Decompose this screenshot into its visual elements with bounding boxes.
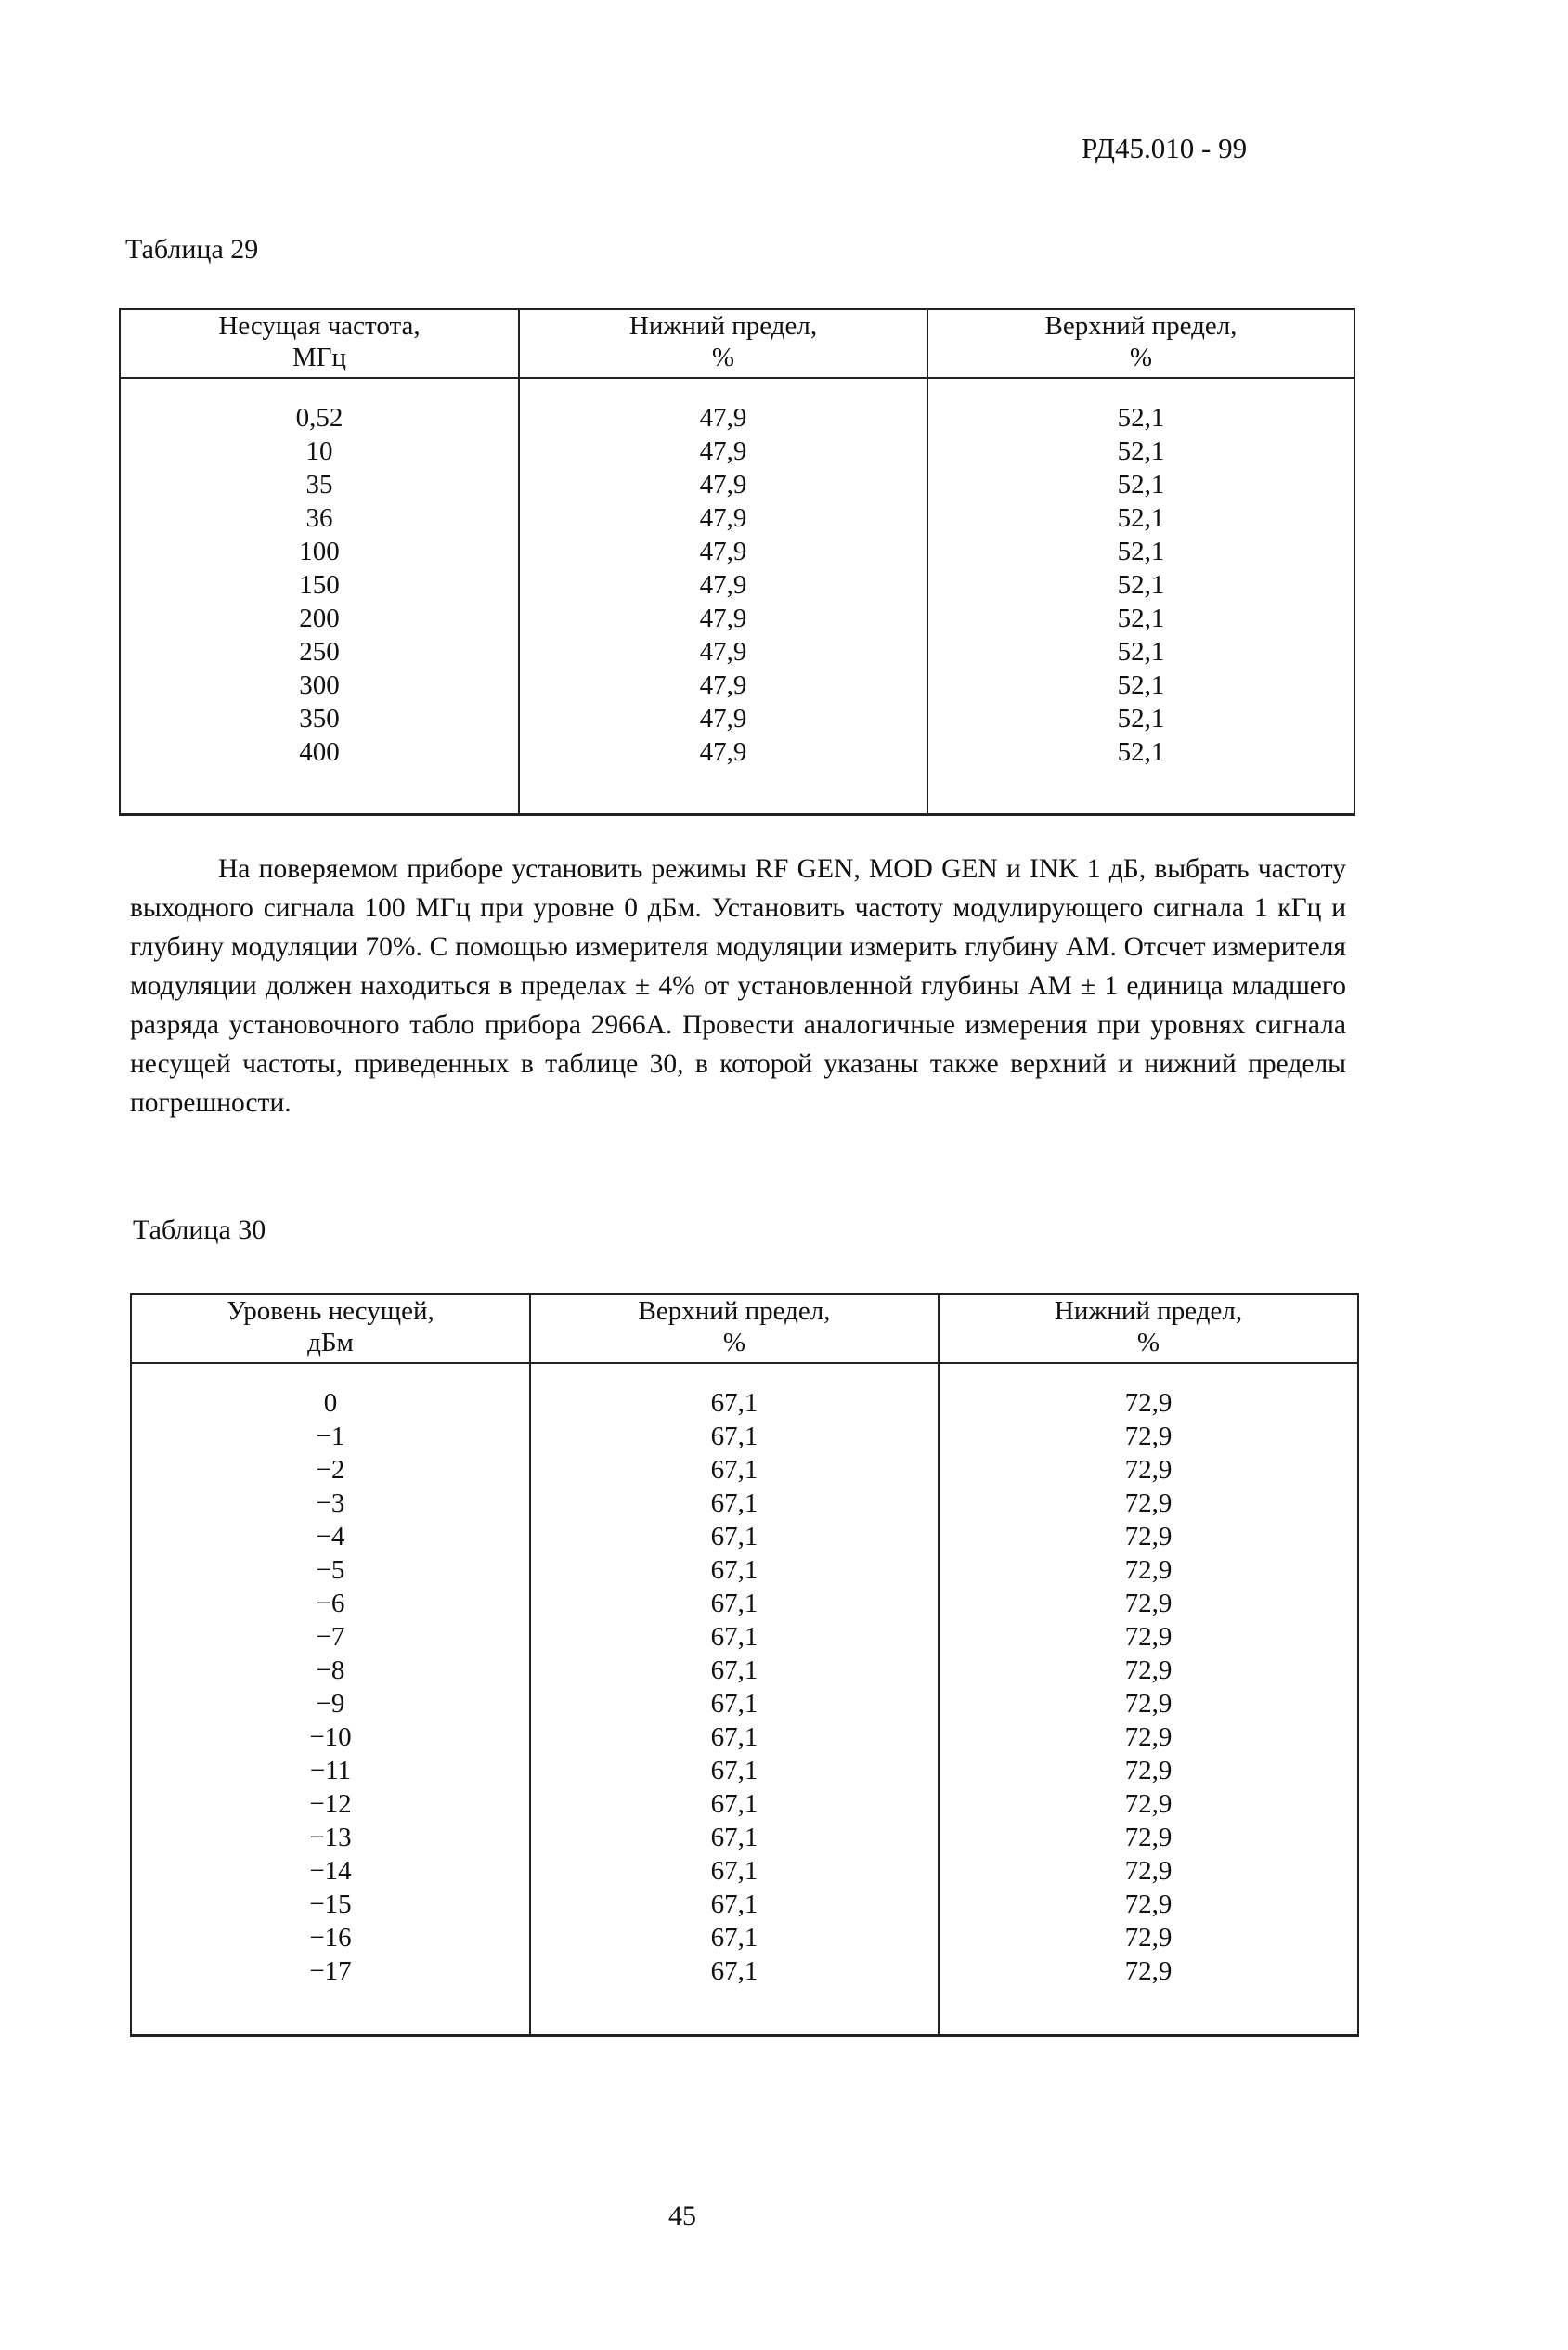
table-row [120, 669, 1354, 702]
col-header-lower-limit: Нижний предел, % [519, 309, 927, 378]
table-row [131, 1553, 1358, 1587]
table-cell: 67,1 [530, 1620, 939, 1654]
table-cell: 52,1 [927, 568, 1354, 602]
table-cell: 72,9 [939, 1553, 1358, 1587]
table-cell: 47,9 [519, 702, 927, 735]
table-cell: −9 [131, 1687, 530, 1720]
table-row [120, 568, 1354, 602]
table-cell: 52,1 [927, 435, 1354, 468]
table-cell: −2 [131, 1453, 530, 1487]
table-cell: 47,9 [519, 735, 927, 769]
table-cell: 47,9 [519, 669, 927, 702]
table-29-caption: Таблица 29 [125, 234, 259, 265]
table-row [131, 1787, 1358, 1821]
table-cell: 47,9 [519, 568, 927, 602]
table-cell: 72,9 [939, 1654, 1358, 1687]
table-cell: 52,1 [927, 735, 1354, 769]
page-number: 45 [668, 2201, 696, 2231]
table-row [131, 1453, 1358, 1487]
table-cell: 72,9 [939, 1620, 1358, 1654]
table-row [131, 1921, 1358, 1954]
table-cell: −7 [131, 1620, 530, 1654]
table-row [120, 501, 1354, 535]
table-row [131, 1954, 1358, 1988]
table-cell: 67,1 [530, 1553, 939, 1587]
spacer-cell [927, 378, 1354, 401]
table-cell: 200 [120, 602, 519, 635]
table-row [120, 735, 1354, 769]
table-cell: −10 [131, 1720, 530, 1754]
table-cell: 72,9 [939, 1520, 1358, 1553]
table-cell: 72,9 [939, 1754, 1358, 1787]
table-cell: 72,9 [939, 1420, 1358, 1453]
table-row [131, 1720, 1358, 1754]
table-cell: 72,9 [939, 1821, 1358, 1854]
table-cell: 52,1 [927, 669, 1354, 702]
table-cell: 72,9 [939, 1386, 1358, 1420]
table-cell: 100 [120, 535, 519, 568]
table-row [131, 1487, 1358, 1520]
table-row [131, 1821, 1358, 1854]
table-row [131, 1854, 1358, 1888]
table-cell: −3 [131, 1487, 530, 1520]
table-cell: −14 [131, 1854, 530, 1888]
table-cell: 72,9 [939, 1720, 1358, 1754]
col-header-upper-limit: Верхний предел, % [927, 309, 1354, 378]
table-cell: −4 [131, 1520, 530, 1553]
col-header-carrier-level: Уровень несущей, дБм [131, 1294, 530, 1363]
table-row [120, 602, 1354, 635]
table-row [120, 635, 1354, 669]
table-row [131, 1620, 1358, 1654]
table-cell: 36 [120, 501, 519, 535]
table-row [120, 468, 1354, 501]
table-row [131, 1754, 1358, 1787]
spacer-cell [530, 1988, 939, 2036]
table-cell: −15 [131, 1888, 530, 1921]
table-cell: 67,1 [530, 1888, 939, 1921]
table-cell: 67,1 [530, 1787, 939, 1821]
spacer-cell [927, 769, 1354, 815]
table-cell: 52,1 [927, 468, 1354, 501]
table-row [120, 401, 1354, 435]
table-cell: 67,1 [530, 1687, 939, 1720]
col-header-upper-limit: Верхний предел, % [530, 1294, 939, 1363]
table-cell: 72,9 [939, 1487, 1358, 1520]
table-cell: −5 [131, 1553, 530, 1587]
table-cell: 67,1 [530, 1520, 939, 1553]
table-cell: 47,9 [519, 501, 927, 535]
table-row [131, 1888, 1358, 1921]
table-cell: 52,1 [927, 535, 1354, 568]
table-cell: −12 [131, 1787, 530, 1821]
spacer-cell [939, 1988, 1358, 2036]
table-cell: −1 [131, 1420, 530, 1453]
table-cell: 67,1 [530, 1921, 939, 1954]
table-row [131, 1654, 1358, 1687]
table-cell: 35 [120, 468, 519, 501]
table-cell: 52,1 [927, 702, 1354, 735]
table-cell: 350 [120, 702, 519, 735]
table-cell: 52,1 [927, 501, 1354, 535]
table-cell: 72,9 [939, 1453, 1358, 1487]
table-cell: −11 [131, 1754, 530, 1787]
table-cell: 72,9 [939, 1921, 1358, 1954]
table-cell: −17 [131, 1954, 530, 1988]
table-cell: 52,1 [927, 401, 1354, 435]
table-cell: 67,1 [530, 1453, 939, 1487]
table-cell: 47,9 [519, 435, 927, 468]
col-header-lower-limit: Нижний предел, % [939, 1294, 1358, 1363]
table-cell: 67,1 [530, 1487, 939, 1520]
table-30-caption: Таблица 30 [133, 1214, 266, 1245]
table-cell: 72,9 [939, 1587, 1358, 1620]
spacer-cell [519, 378, 927, 401]
table-row [131, 1520, 1358, 1553]
table-cell: 72,9 [939, 1687, 1358, 1720]
table-cell: 300 [120, 669, 519, 702]
table-cell: 67,1 [530, 1754, 939, 1787]
spacer-cell [131, 1988, 530, 2036]
table-cell: −6 [131, 1587, 530, 1620]
table-cell: 67,1 [530, 1654, 939, 1687]
table-row [131, 1687, 1358, 1720]
spacer-cell [939, 1363, 1358, 1386]
table-cell: 47,9 [519, 602, 927, 635]
table-row [120, 435, 1354, 468]
table-cell: 47,9 [519, 468, 927, 501]
table-row [120, 702, 1354, 735]
document-code: РД45.010 - 99 [1082, 132, 1248, 164]
table-row [131, 1420, 1358, 1453]
table-cell: 10 [120, 435, 519, 468]
instruction-paragraph: На поверяемом приборе установить режимы RF GEN, MOD GEN и INK 1 дБ, выбрать частоту выходного сигнала 100 МГц при уровне 0 дБм. Установить частоту модулирующего сигнала 1 кГц и глубину модуляции 70%. С помощью измерителя модуляции измерить глубину АМ. Отсчет измерителя модуляции должен находиться в пределах ± 4% от установленной глубины АМ ± 1 единица младшего разряда установочного табло прибора 2966А. Провести аналогичные измерения при уровнях сигнала несущей частоты, приведенных в таблице 30, в которой указаны также верхний и нижний пределы погрешности. [130, 854, 1346, 1118]
table-cell: 72,9 [939, 1954, 1358, 1988]
table-row [120, 535, 1354, 568]
table-cell: 150 [120, 568, 519, 602]
spacer-cell [519, 769, 927, 815]
table-row [131, 1587, 1358, 1620]
table-cell: 67,1 [530, 1587, 939, 1620]
table-cell: −8 [131, 1654, 530, 1687]
table-cell: 67,1 [530, 1854, 939, 1888]
table-cell: 52,1 [927, 602, 1354, 635]
spacer-cell [120, 378, 519, 401]
spacer-cell [530, 1363, 939, 1386]
table-cell: 67,1 [530, 1954, 939, 1988]
table-cell: 67,1 [530, 1420, 939, 1453]
table-30 [130, 1293, 1359, 2037]
table-cell: 72,9 [939, 1854, 1358, 1888]
table-cell: 72,9 [939, 1787, 1358, 1821]
table-cell: 67,1 [530, 1720, 939, 1754]
table-cell: 0 [131, 1386, 530, 1420]
table-cell: 47,9 [519, 635, 927, 669]
table-cell: 250 [120, 635, 519, 669]
spacer-cell [120, 769, 519, 815]
table-29 [119, 308, 1355, 816]
spacer-cell [131, 1363, 530, 1386]
table-cell: 47,9 [519, 401, 927, 435]
table-cell: 52,1 [927, 635, 1354, 669]
table-cell: 0,52 [120, 401, 519, 435]
table-row [131, 1386, 1358, 1420]
table-cell: 67,1 [530, 1821, 939, 1854]
table-cell: −16 [131, 1921, 530, 1954]
table-cell: 47,9 [519, 535, 927, 568]
table-cell: 72,9 [939, 1888, 1358, 1921]
col-header-carrier-frequency: Несущая частота, МГц [120, 309, 519, 378]
table-cell: −13 [131, 1821, 530, 1854]
table-cell: 67,1 [530, 1386, 939, 1420]
table-cell: 400 [120, 735, 519, 769]
